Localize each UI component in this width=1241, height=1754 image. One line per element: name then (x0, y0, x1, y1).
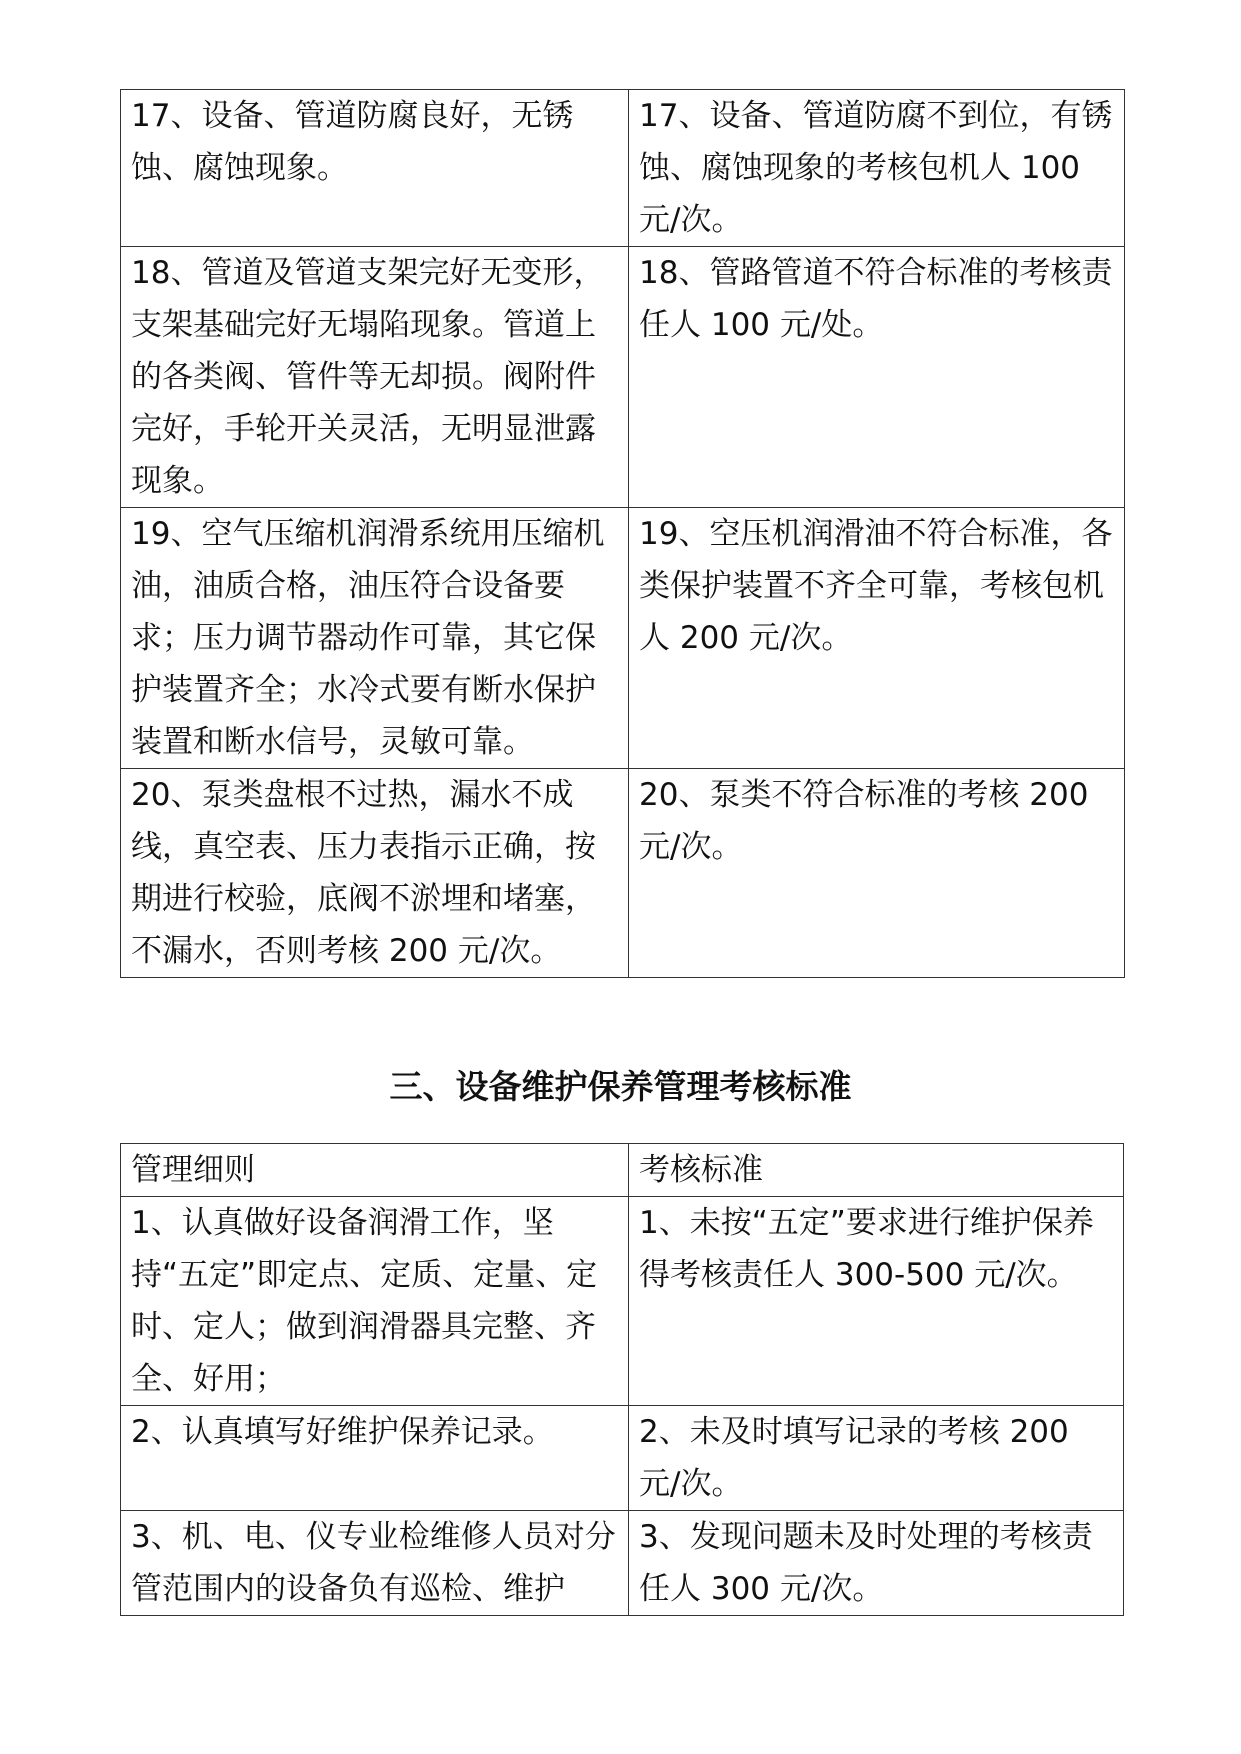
table-row (121, 1197, 1124, 1406)
table-row (121, 1406, 1124, 1511)
standard-cell: 18、管路管道不符合标准的考核责任人 100 元/处。 (629, 247, 1125, 508)
table-row (121, 247, 1125, 508)
rule-cell: 1、认真做好设备润滑工作，坚持“五定”即定点、定质、定量、定时、定人；做到润滑器具完整、齐全、好用； (121, 1197, 629, 1406)
table-row (121, 769, 1125, 978)
rule-cell: 19、空气压缩机润滑系统用压缩机油，油质合格，油压符合设备要求；压力调节器动作可靠，其它保护装置齐全；水冷式要有断水保护装置和断水信号，灵敏可靠。 (121, 508, 629, 769)
assessment-table-continued (120, 89, 1125, 978)
standard-cell: 3、发现问题未及时处理的考核责任人 300 元/次。 (629, 1511, 1124, 1616)
table-row (121, 1511, 1124, 1616)
rule-cell: 20、泵类盘根不过热，漏水不成线，真空表、压力表指示正确，按期进行校验，底阀不淤埋和堵塞，不漏水，否则考核 200 元/次。 (121, 769, 629, 978)
table-header-row (121, 1144, 1124, 1197)
maintenance-assessment-table (120, 1143, 1124, 1616)
rule-cell: 18、管道及管道支架完好无变形，支架基础完好无塌陷现象。管道上的各类阀、管件等无却损。阀附件完好，手轮开关灵活，无明显泄露现象。 (121, 247, 629, 508)
section-heading: 三、设备维护保养管理考核标准 (389, 1067, 852, 1106)
standard-cell: 20、泵类不符合标准的考核 200 元/次。 (629, 769, 1125, 978)
standard-cell: 1、未按“五定”要求进行维护保养得考核责任人 300-500 元/次。 (629, 1197, 1124, 1406)
standard-cell: 19、空压机润滑油不符合标准，各类保护装置不齐全可靠，考核包机人 200 元/次。 (629, 508, 1125, 769)
standard-cell: 17、设备、管道防腐不到位，有锈蚀、腐蚀现象的考核包机人 100 元/次。 (629, 90, 1125, 247)
header-cell-standard: 考核标准 (629, 1144, 1124, 1197)
standard-cell: 2、未及时填写记录的考核 200 元/次。 (629, 1406, 1124, 1511)
rule-cell: 17、设备、管道防腐良好，无锈蚀、腐蚀现象。 (121, 90, 629, 247)
table-row (121, 90, 1125, 247)
header-cell-rule: 管理细则 (121, 1144, 629, 1197)
rule-cell: 2、认真填写好维护保养记录。 (121, 1406, 629, 1511)
table-row (121, 508, 1125, 769)
rule-cell: 3、机、电、仪专业检维修人员对分管范围内的设备负有巡检、维护 (121, 1511, 629, 1616)
